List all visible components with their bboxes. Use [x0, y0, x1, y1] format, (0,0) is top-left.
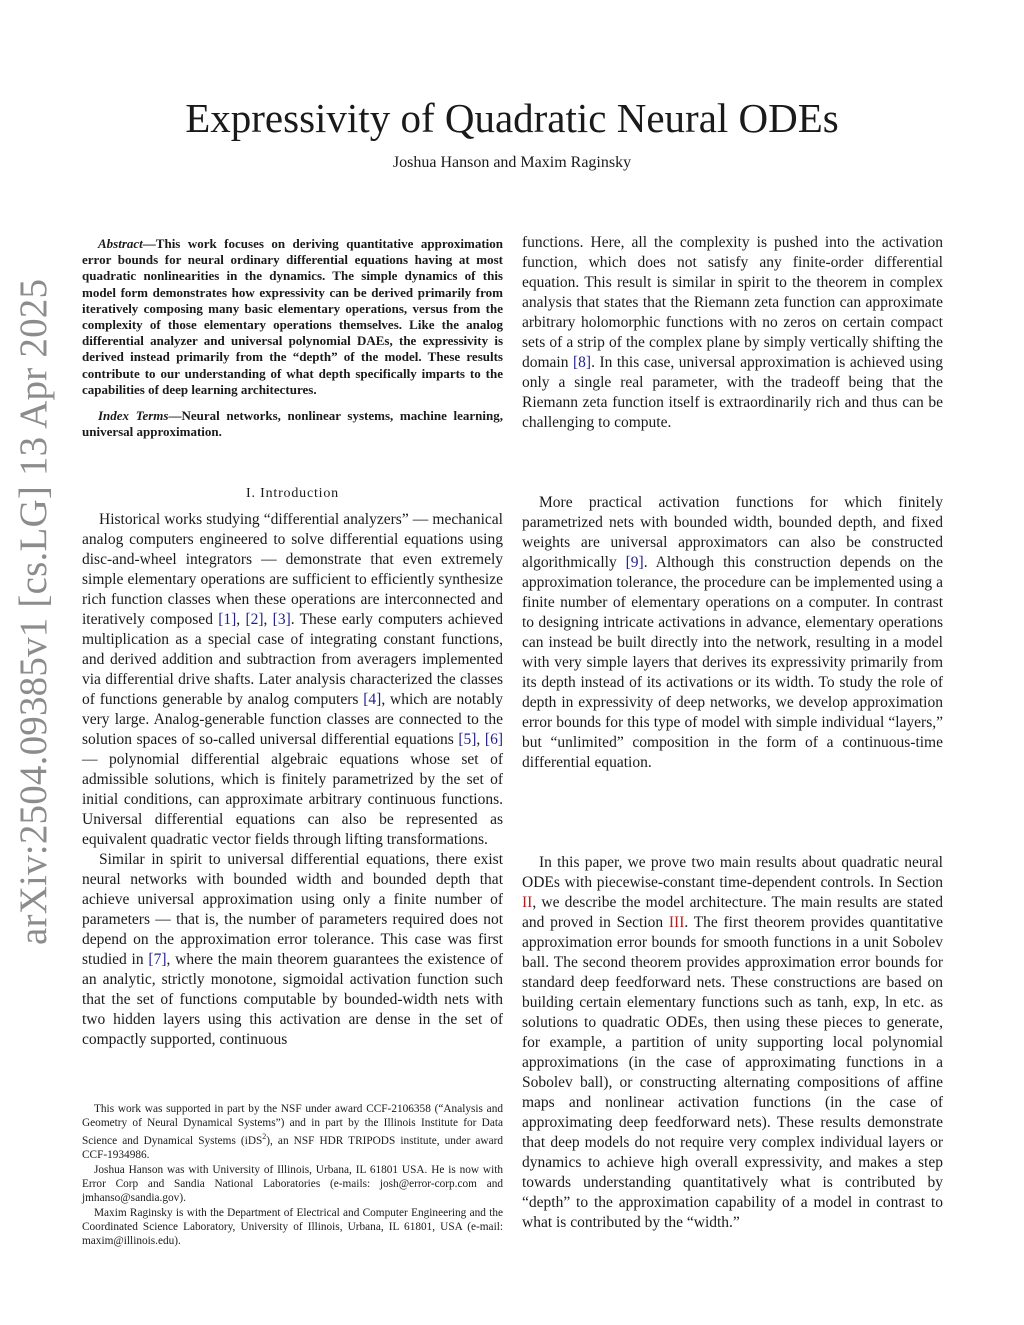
- right-paragraph-1: [522, 233, 943, 433]
- superscript: 2: [262, 1132, 267, 1141]
- paper-title: Expressivity of Quadratic Neural ODEs: [185, 95, 839, 141]
- paragraph: [522, 853, 943, 1233]
- math-function-ln: ln: [884, 994, 898, 1011]
- citation-link[interactable]: [5]: [458, 731, 477, 748]
- text-run: etc. as solutions to quadratic ODEs, then using these pieces to generate, for example, a partition of unity supporting local polynomial approximations (in the case of approximating functions in a Sobolev ball), or constructing alternating compositions of affine maps and nonlinear activation functions (in the case of approximating deep feedforward nets). These results demonstrate that deep models do not require very complex individual layers or dynamics to achieve high overall expressivity, and makes a step towards understanding quantitatively what is contributed by “depth” to the approximation capability of a model in contrast to what is contributed by the “width.”: [522, 994, 944, 1231]
- right-paragraph-2: [522, 493, 943, 773]
- footnote-author-raginsky: Maxim Raginsky is with the Department of Electrical and Computer Engineering and the Coordinated Science Laboratory, University of Illinois, Urbana, IL 61801, USA (e-mail: maxim@illinois.edu).: [82, 1206, 503, 1247]
- text-run: ,: [875, 994, 885, 1011]
- section-link[interactable]: III: [668, 914, 685, 931]
- citation-link[interactable]: [8]: [573, 354, 592, 371]
- footnote-funding: [82, 1102, 503, 1162]
- text-run: ,: [236, 611, 246, 628]
- text-run: functions. Here, all the complexity is pushed into the activation function, which does not satisfy any finite-order differential equation. This result is similar in spirit to the theorem in complex analysis that states that the Riemann zeta function can approximate arbitrary holomorphic functions with no zeros on certain compact sets of a strip of the complex plane by simply vertically shifting the domain: [522, 234, 943, 371]
- index-terms-label: Index Terms: [98, 408, 169, 424]
- text-run: Historical works studying “differential analyzers” — mechanical analog computers engineered to solve differential equations using disc-and-wheel integrators — demonstrate that even extremely simple elementary operations are sufficient to efficiently synthesize rich function classes when these operations are interconnected and iteratively composed: [82, 511, 503, 628]
- math-function-tanh: tanh: [817, 994, 844, 1011]
- citation-link[interactable]: [2]: [245, 611, 264, 628]
- text-run: This work was supported in part by the NSF under award CCF-2106358 (“Analysis and Geometry of Neural Dynamical Systems”) and in part by the Illinois Institute for Data Science and Dynamical Systems (iDS: [82, 1103, 503, 1147]
- text-run: . Although this construction depends on the approximation tolerance, the procedure can be implemented using a finite number of elementary operations on a computer. In contrast to designing intricate activations in advance, elementary operations can instead be built directly into the network, resulting in a model with very simple layers that derives its expressivity primarily from its depth instead of its activations or its width. To study the role of depth in expressivity of deep networks, we develop approximation error bounds for this type of model with simple individual “layers,” but “unlimited” composition in the form of a continuous-time differential equation.: [522, 554, 943, 771]
- index-terms-paragraph: [82, 408, 503, 440]
- intro-paragraph-1: [82, 510, 503, 850]
- abstract-block: [82, 236, 503, 440]
- section-title: Introduction: [260, 486, 339, 501]
- text-run: . The first theorem provides quantitative approximation error bounds for smooth functions in a unit Sobolev ball. The second theorem provides approximation error bounds for standard deep feedforward nets. These constructions are based on building certain elementary functions such as: [522, 914, 943, 1011]
- text-run: In this paper, we prove two main results about quadratic neural ODEs with piecewise-constant time-dependent controls. In Section: [522, 854, 943, 891]
- intro-body: [82, 510, 503, 1050]
- text-run: ), an NSF HDR TRIPODS institute, under award CCF-1934986.: [82, 1134, 503, 1161]
- intro-paragraph-2: [82, 850, 503, 1050]
- section-link[interactable]: II: [522, 894, 533, 911]
- text-run: . In this case, universal approximation is achieved using only a single real parameter, with the tradeoff being that the Riemann zeta function itself is extraordinarily rich and thus can be challenging to compute.: [522, 354, 943, 431]
- math-function-exp: exp: [853, 994, 876, 1011]
- section-heading-introduction: [82, 485, 503, 503]
- text-run: ,: [843, 994, 854, 1011]
- citation-link[interactable]: [3]: [272, 611, 291, 628]
- abstract-text: —This work focuses on deriving quantitative approximation error bounds for neural ordinary differential equations having at most quadratic nonlinearities in the dynamics. The simple dynamics of this model form demonstrates how expressivity can be derived primarily from iteratively composing many basic elementary operations, versus from the complexity of those elementary operations themselves. Like the analog differential analyzer and universal polynomial DAEs, the expressivity is derived instead primarily from the “depth” of the model. These results contribute to our understanding of what depth specifically imparts to the capabilities of deep learning architectures.: [82, 236, 503, 397]
- citation-link[interactable]: [4]: [363, 691, 382, 708]
- footnote-author-hanson: Joshua Hanson was with University of Illinois, Urbana, IL 61801 USA. He is now with Error Corp and Sandia National Laboratories (e-mails: josh@error-corp.com and jmhanso@sandia.gov).: [82, 1163, 503, 1204]
- text-run: , where the main theorem guarantees the existence of an analytic, strictly monotone, sigmoidal activation function such that the set of functions computable by bounded-width nets with two hidden layers using this activation are dense in the set of compactly supported, continuous: [82, 951, 503, 1048]
- authors: Joshua Hanson and Maxim Raginsky: [392, 154, 632, 171]
- text-run: ,: [476, 731, 485, 748]
- arxiv-side-stamp: arXiv:2504.09385v1 [cs.LG] 13 Apr 2025: [12, 278, 55, 945]
- citation-link[interactable]: [9]: [625, 554, 644, 571]
- index-terms-text: —Neural networks, nonlinear systems, machine learning, universal approximation.: [82, 408, 503, 440]
- citation-link[interactable]: [6]: [484, 731, 503, 748]
- section-number: I.: [246, 486, 256, 501]
- text-run: , we describe the model architecture. The main results are stated and proved in Section: [522, 894, 943, 931]
- text-run: ,: [263, 611, 273, 628]
- text-run: More practical activation functions for which finitely parametrized nets with bounded width, bounded depth, and fixed weights are universal approximators can also be constructed algorithmically: [522, 494, 943, 571]
- citation-link[interactable]: [7]: [148, 951, 167, 968]
- text-run: . These early computers achieved multiplication as a special case of integrating constant functions, and derived addition and subtraction from averagers implemented via differential drive shafts. Later analysis characterized the classes of functions generable by analog computers: [82, 611, 504, 708]
- paragraph: [522, 233, 943, 433]
- abstract-label: Abstract: [98, 236, 143, 251]
- citation-link[interactable]: [1]: [218, 611, 237, 628]
- paragraph: [522, 493, 943, 773]
- text-run: , which are notably very large. Analog-generable function classes are connected to the solution spaces of so-called universal differential equations: [82, 691, 504, 748]
- right-paragraph-3: [522, 853, 943, 1233]
- footnotes: [82, 1102, 503, 1248]
- abstract-paragraph: [82, 236, 503, 398]
- text-run: Similar in spirit to universal differential equations, there exist neural networks with bounded width and bounded depth that achieve universal approximation using only a finite number of parameters — that is, the number of parameters required does not depend on the approximation error tolerance. This case was first studied in: [82, 851, 503, 968]
- text-run: — polynomial differential algebraic equations whose set of admissible solutions, which is finitely parametrized by the set of initial conditions, can approximate arbitrary continuous functions. Universal differential equations can also be represented as equivalent quadratic vector fields through lifting transformations.: [82, 751, 503, 848]
